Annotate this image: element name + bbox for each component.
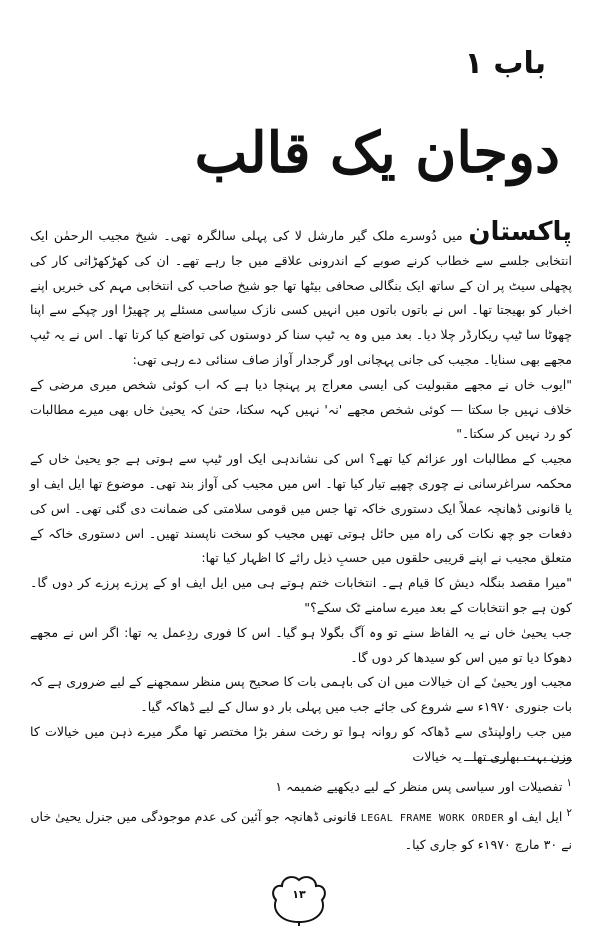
footnote-marker: ۲: [566, 807, 572, 820]
paragraph-text: جب یحییٰ خاں نے یہ الفاظ سنے تو وہ آگ بگولا ہو گیا۔ اس کا فوری ردِعمل یہ تھا: اگر اس نے مجھے دھوکا دیا تو میں اس کو سیدھا کر دوں گا۔: [30, 624, 572, 665]
paragraph-text: میں دُوسرے ملک گیر مارشل لا کی پہلی سالگرہ تھی۔ شیخ مجیب الرحمٰن ایک انتخابی جلسے سے خطاب کرنے صوبے کے اندرونی علاقے میں جا رہے تھے۔ ان کی کھڑکھڑاتی کار کی پچھلی سیٹ پر ان کے ساتھ ایک بنگالی صحافی بیٹھا تھا جو شیخ صاحب کی انتخابی مہم کی خبریں اپنے اخبار کو بھیجتا تھا۔ اس نے باتوں باتوں میں انہیں کسی نازک سیاسی مسئلے پر چھیڑا اور چپکے سے اپنا چھوٹا سا ٹیپ ریکارڈر چلا دیا۔ بعد میں وہ یہ ٹیپ سنا کر دوستوں کی تواضع کیا کرتا تھا۔ اس نے یہ ٹیپ مجھے بھی سنایا۔ مجیب کی جانی پہچانی اور گرجدار آواز صاف سنائی دے رہی تھی:: [30, 228, 572, 367]
paragraph-text: میں جب راولپنڈی سے ڈھاکہ کو روانہ ہوا تو رخت سفر بڑا مختصر تھا مگر میرے ذہن میں خیالات کا وزن بہت بھاری تھا۔ یہ خیالات: [30, 723, 572, 764]
paragraph: [30, 571, 572, 621]
paragraph: [30, 447, 572, 571]
paragraph: [30, 621, 572, 671]
paragraph-text: مجیب اور یحییٰ کے ان خیالات میں ان کی باہمی بات کا صحیح پس منظر سمجھنے کے لیے ضروری ہے کہ بات جنوری ۱۹۷۰ء سے شروع کی جائے جب میں پہلی بار دو سال کے لیے ڈھاکہ گیا۔: [30, 674, 572, 715]
paragraph: [30, 217, 572, 373]
footnote-text: قانونی ڈھانچہ جو آئین کی عدم موجودگی میں جنرل یحییٰ خاں نے ۳۰ مارچ ۱۹۷۰ء کو جاری کیا۔: [30, 809, 572, 853]
footnote: [30, 800, 572, 858]
footnote-rule: [464, 760, 572, 761]
paragraph-text: "ایوب خاں نے مجھے مقبولیت کی ایسی معراج پر پہنچا دیا ہے کہ اب کوئی شخص میری مرضی کے خلاف نہیں جا سکتا — کوئی شخص مجھے 'نہ' نہیں کہہ سکتا، حتیٰ کہ یحییٰ خاں بھی میرے مطالبات کو رد نہیں کر سکتا۔": [30, 376, 572, 442]
footnote: [30, 770, 572, 800]
footnote-latin-term: LEGAL FRAME WORK ORDER: [360, 813, 505, 825]
paragraph-text: "میرا مقصد بنگلہ دیش کا قیام ہے۔ انتخابات ختم ہوتے ہی میں ایل ایف او کے پرزے پرزے کر دوں گا۔ کون ہے جو انتخابات کے بعد میرے سامنے ٹک سکے؟": [30, 575, 572, 615]
page-number: ۱۳: [292, 888, 306, 901]
chapter-title: دوجان یک قالب: [194, 120, 560, 186]
paragraph: [30, 670, 572, 720]
paragraph: [30, 373, 572, 447]
lead-word: پاکستان: [468, 217, 572, 247]
footnote-marker: ۱: [566, 777, 572, 789]
footnote-text: تفصیلات اور سیاسی پس منظر کے لیے دیکھیے ضمیمہ ۱: [275, 779, 563, 795]
paragraph: [30, 720, 572, 770]
footnote-text: ایل ایف او: [508, 809, 563, 825]
chapter-label: باب ۱: [464, 46, 546, 81]
body-text: [30, 217, 572, 770]
paragraph-text: مجیب کے مطالبات اور عزائم کیا تھے؟ اس کی نشاندہی ایک اور ٹیپ سے ہوتی ہے جو یحییٰ خاں کے محکمہ سراغرسانی نے چوری چھپے تیار کیا تھا۔ اس میں مجیب کی آواز بند تھی۔ موضوع تھا ایل ایف او یا قانونی ڈھانچہ عملاً ایک دستوری خاکہ تھا جس میں قومی سلامتی کی ضمانت دی گئی تھی۔ اس کی دفعات جو چھ نکات کی راہ میں حائل ہوتی تھیں مجیب کو سخت ناپسند تھیں۔ اس دستوری خاکہ کے متعلق مجیب نے اپنے قریبی حلقوں میں حسبِ ذیل رائے کا اظہار کیا تھا:: [30, 451, 572, 566]
footnotes: [30, 770, 572, 858]
